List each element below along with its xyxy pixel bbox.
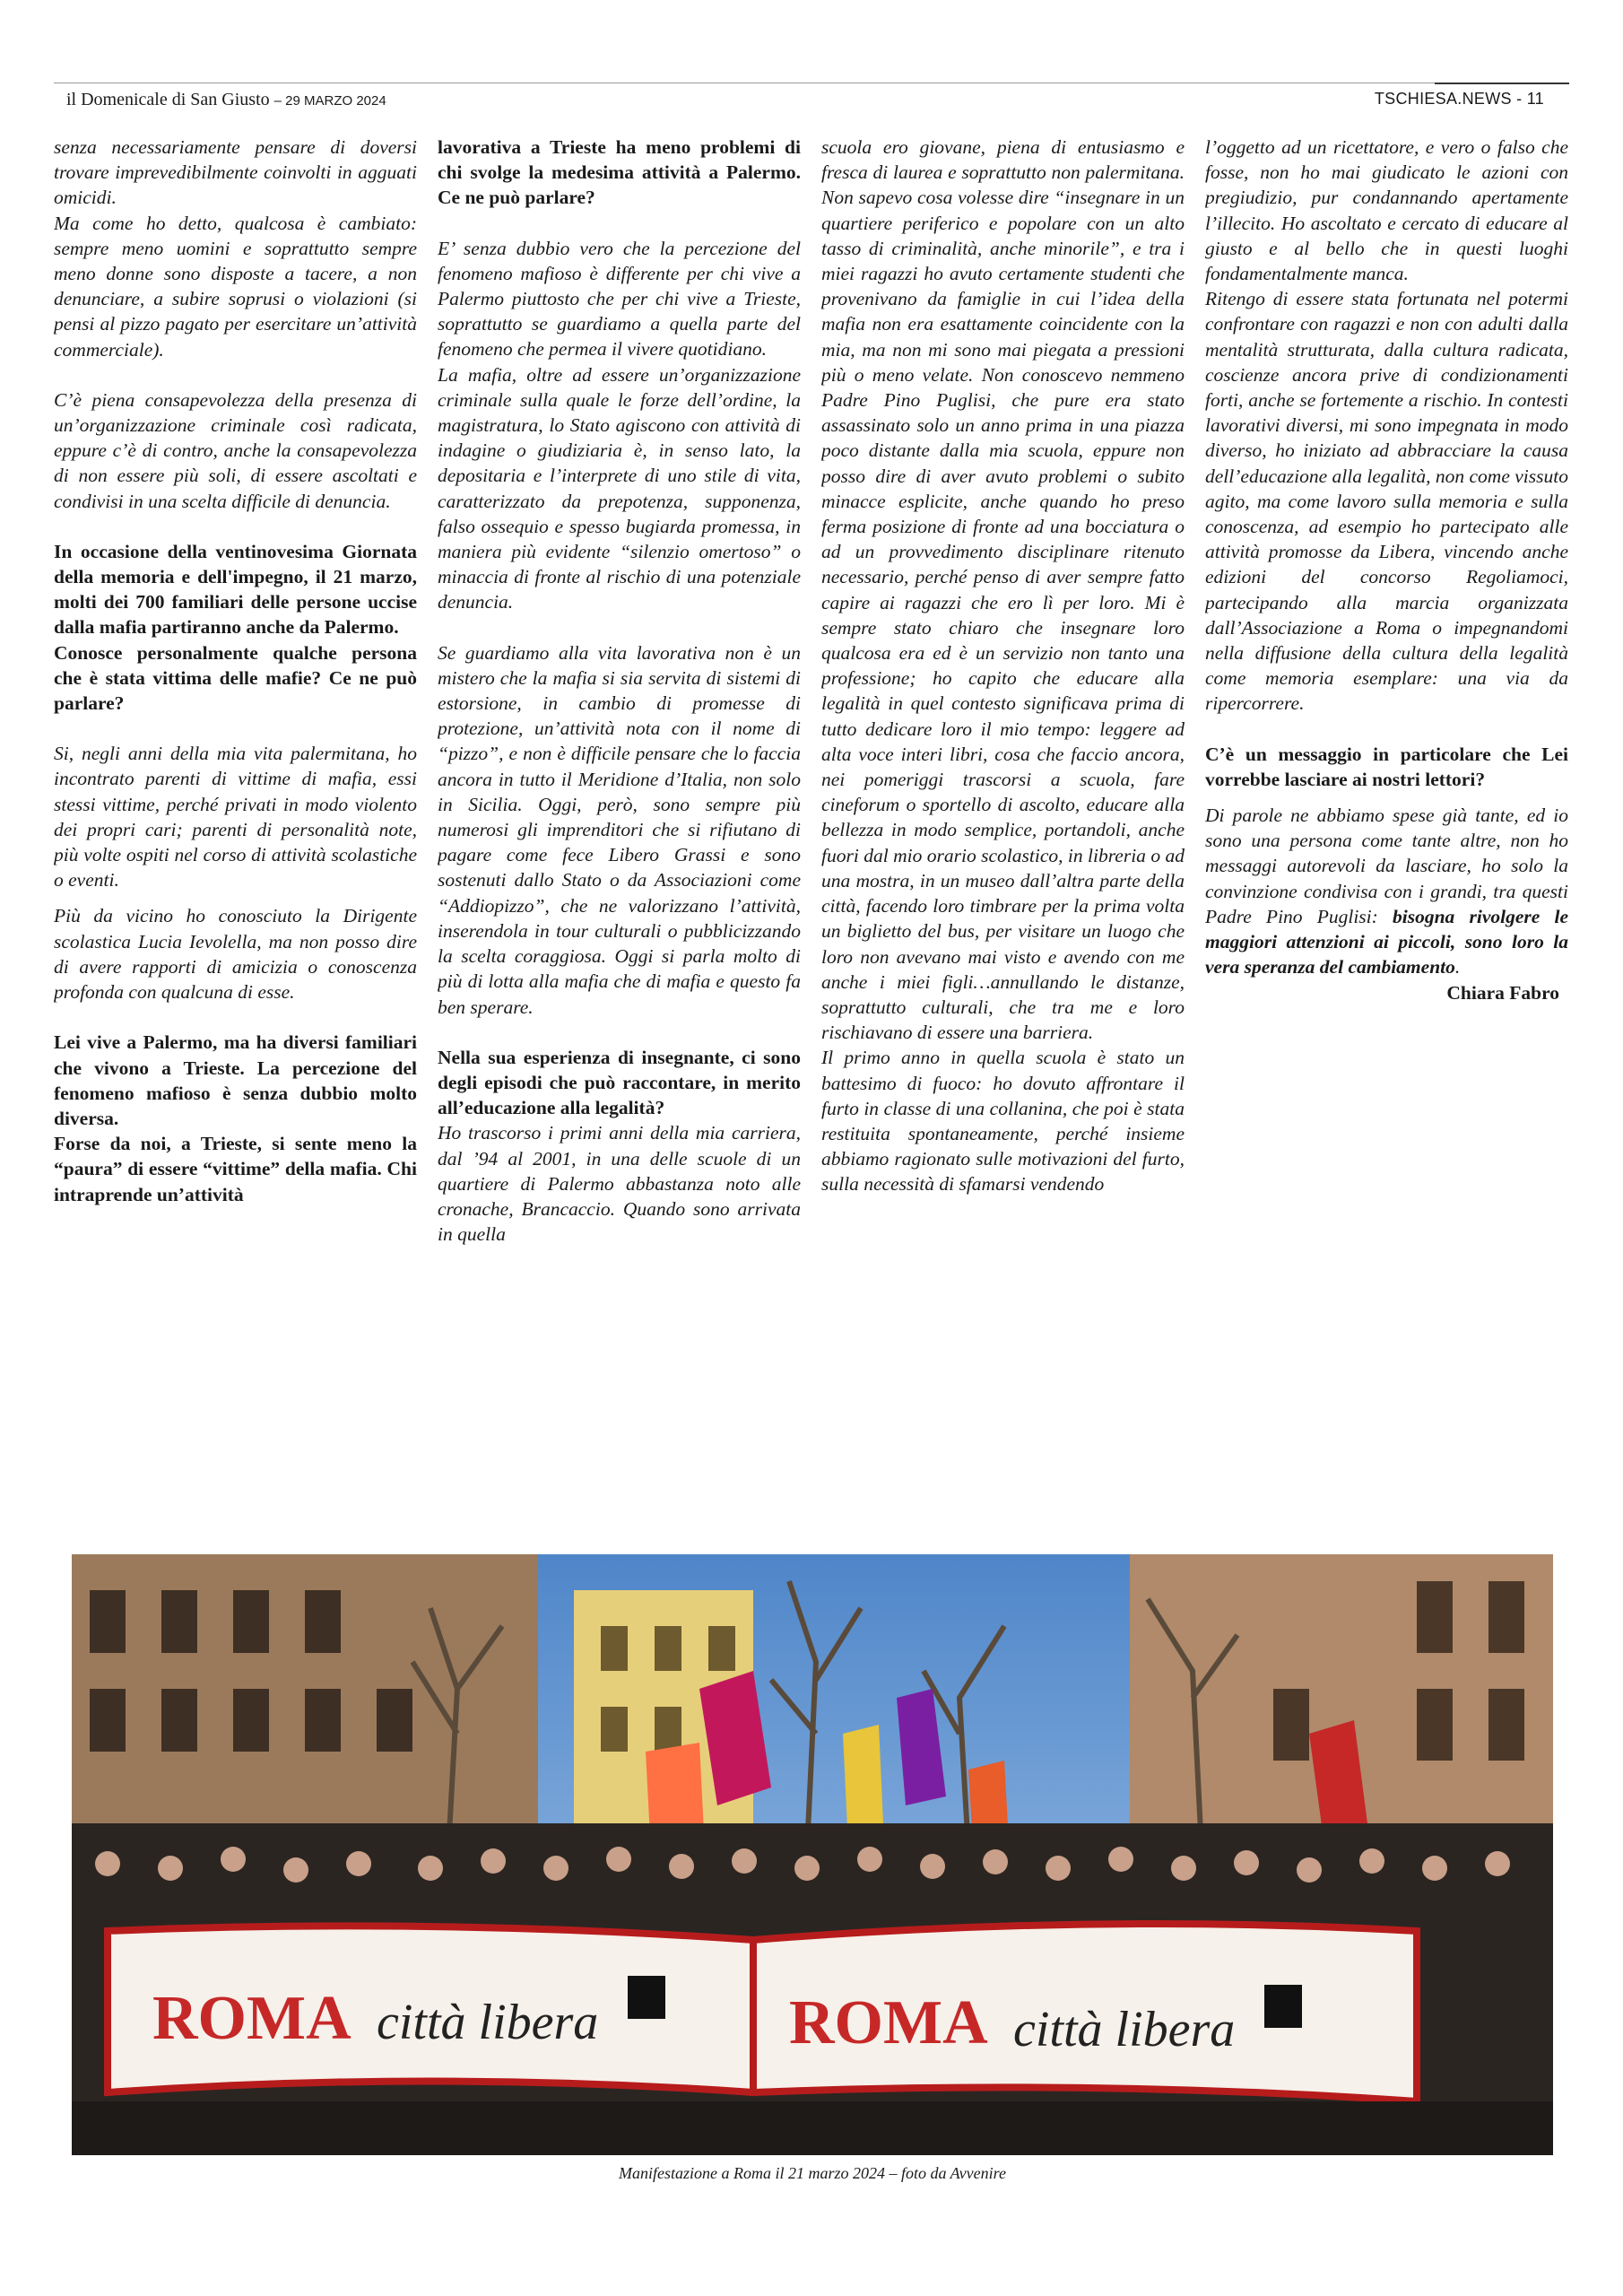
paragraph-text: C’è piena consapevolezza della presenza di un’organizzazione criminale così radicata, eppure c’è di contro, anche la consapevolezza di non essere più soli, di essere ascoltati e condivisi in una scelta difficile di denuncia. [54, 388, 417, 512]
answer-paragraph [438, 236, 801, 362]
paragraph-text: In occasione della ventinovesima Giornata della memoria e dell'impegno, il 21 marzo, molti dei 700 familiari delle persone uccise dalla mafia partiranno anche da Palermo. [54, 540, 417, 639]
article-column-3 [821, 135, 1185, 1444]
banner-logo-right [1264, 1985, 1302, 2028]
publication-name: il Domenicale di San Giusto [66, 90, 270, 109]
crowd-front [72, 2101, 1553, 2155]
answer-paragraph [438, 640, 801, 1020]
photo-caption: Manifestazione a Roma il 21 marzo 2024 – foto da Avvenire [619, 2164, 1006, 2182]
paragraph-text: Ritengo di essere stata fortunata nel potermi confrontare con ragazzi e non con adulti dalla mentalità strutturata, dalla cultura radicata, coscienze ancora prive di condizionamenti forti, anche se fortemente a rischio. In contesti lavorativi diversi, mi sono impegnata in modo diverso, ho iniziato ad abbracciare la causa dell’educazione alla legalità, non come vissuto agito, ma come lavoro sulla memoria e sulla conoscenza, ad esempio ho partecipato alle attività promosse da Libera, vincendo anche edizioni del concorso Regoliamoci, partecipando alla marcia organizzata dall’Associazione a Roma o impegnandomi nella diffusione della cultura della legalità come memoria esemplare: una via da ripercorrere. [1205, 288, 1568, 715]
paragraph-text: lavorativa a Trieste ha meno problemi di chi svolge la medesima attività a Palermo. Ce ne può parlare? [438, 136, 801, 209]
answer-paragraph [54, 211, 417, 362]
question-paragraph [54, 1030, 417, 1131]
paragraph-text: Forse da noi, a Trieste, si sente meno la “paura” di essere “vittime” della mafia. Chi intraprende un’attività [54, 1133, 417, 1205]
paragraph-text: Ho trascorso i primi anni della mia carriera, dal ’94 al 2001, in una delle scuole di un quartiere di Palermo abbastanza noto alle cronache, Brancaccio. Quando sono arrivata in quella [438, 1122, 801, 1246]
banner-left-roma: ROMA [152, 1984, 352, 2053]
answer-paragraph [438, 362, 801, 615]
paragraph-text: Si, negli anni della mia vita palermitana, ho incontrato parenti di vittime di mafia, essi stessi vittime, perché privati in modo violento dei propri cari; parenti di personalità note, più volte ospiti nel corso di attività scolastiche o eventi. [54, 743, 417, 891]
march-photo [72, 1554, 1553, 2155]
page-number: - 11 [1516, 90, 1544, 108]
article-column-1 [54, 135, 417, 1444]
answer-paragraph [438, 1120, 801, 1247]
page-header [54, 83, 1569, 111]
paragraph-end: . [1454, 956, 1461, 978]
article-column-2 [438, 135, 801, 1444]
author-signature: Chiara Fabro [1446, 981, 1559, 1004]
question-paragraph [54, 1131, 417, 1207]
header-publication [66, 90, 386, 110]
banner-left-citta: città libera [377, 1995, 599, 2050]
paragraph-text: Se guardiamo alla vita lavorativa non è un mistero che la mafia si sia servita di sistemi di estorsione, in cambio di promesse di protezione, un’attività nota con il nome di “pizzo”, e non è difficile pensare che lo faccia ancora in tutto il Meridione d’Italia, non solo in Sicilia. Oggi, però, sono sempre più numerosi gli imprenditori che si rifiutano di pagare come fece Libero Grassi e sono sostenuti dallo Stato o da Associazioni come “Addiopizzo”, che ne valorizzano l’attività, inserendola in tour culturali o pubblicizzando la scelta coraggiosa. Oggi si parla molto di più di lotta alla mafia che di mafia e questo fa ben sperare. [438, 641, 801, 1018]
answer-paragraph [1205, 135, 1568, 286]
question-paragraph [54, 539, 417, 640]
answer-paragraph [821, 1045, 1185, 1196]
site-name: TSCHIESA.NEWS [1374, 90, 1512, 108]
answer-paragraph [54, 741, 417, 892]
question-paragraph [438, 135, 801, 211]
question-paragraph [438, 1045, 801, 1121]
paragraph-text: Di parole ne abbiamo spese già tante, ed io sono una persona come tante altre, non ho messaggi autorevoli da lasciare, ho solo la convinzione condivisa con i grandi, tra questi Padre Pino Puglisi: [1205, 804, 1568, 927]
march-photo-illustration [72, 1554, 1553, 2155]
paragraph-text: Conosce personalmente qualche persona che è stata vittima delle mafie? Ce ne può parlare? [54, 641, 417, 715]
flag-yellow [843, 1725, 883, 1828]
paragraph-text: Il primo anno in quella scuola è stato un battesimo di fuoco: ho dovuto affrontare il furto in classe di una collanina, che poi è stata restituita spontaneamente, perché insieme abbiamo ragionato sulle motivazioni del furto, sulla necessità di sfamarsi vendendo [821, 1047, 1185, 1196]
header-site [1375, 90, 1544, 109]
answer-paragraph [54, 387, 417, 514]
paragraph-text: E’ senza dubbio vero che la percezione del fenomeno mafioso è differente per chi vive a Palermo piuttosto che per chi vive a Trieste, soprattutto se guardiamo a quella parte del fenomeno che permea il vivere quotidiano. [438, 237, 801, 361]
paragraph-text: Nella sua esperienza di insegnante, ci sono degli episodi che può raccontare, in merito all’educazione alla legalità? [438, 1046, 801, 1119]
question-paragraph [1205, 742, 1568, 792]
paragraph-text: Ma come ho detto, qualcosa è cambiato: sempre meno uomini e soprattutto sempre meno donne sono disposte a tacere, a non denunciare, a subire soprusi o violazioni (si pensi al pizzo pagato per esercitare un’attività commerciale). [54, 212, 417, 361]
question-paragraph [54, 640, 417, 717]
paragraph-text: scuola ero giovane, piena di entusiasmo e fresca di laurea e soprattutto non palermitana. Non sapevo cosa volesse dire “insegnare in un quartiere periferico e popolare con un alto tasso di criminalità, anche minorile”, e tra i miei ragazzi ho avuto certamente studenti che provenivano da famiglie in cui l’idea della mafia non era esattamente coincidente con la mia, ma non mi sono mai piegata a pressioni più o meno velate. Non conoscevo nemmeno Padre Pino Puglisi, che pure era stato assassinato solo un anno prima in una piazza poco distante dalla mia scuola, eppure non posso dire di aver avuto problemi o subito minacce esplicite, anche quando ho preso ferma posizione di fronte ad una bocciatura o ad un provvedimento disciplinare ritenuto necessario, perché penso di aver sempre fatto capire ai ragazzi che ero lì per loro. Mi è sempre stato chiaro che insegnare loro qualcosa era ed è un servizio non tanto una professione; ho capito che educare alla legalità in quel contesto significava prima di tutto dedicare loro il mio tempo: leggere ad alta voce interi libri, cosa che faccio ancora, nei pomeriggi trascorsi a scuola, fare cineforum o sportello di ascolto, educare alla bellezza in modo semplice, portandoli, anche fuori dal mio orario scolastico, in libreria o ad una mostra, in un museo dall’altra parte della città, facendo loro timbrare per la prima volta un biglietto del bus, per visitare un luogo che loro non avevano mai visto e avendo con me anche i miei figli…annullando le distanze, soprattutto culturali, che tra me e loro rischiavano di essere una barriera. [821, 136, 1185, 1044]
answer-paragraph [1205, 803, 1568, 979]
bold-quote: bisogna rivolgere le maggiori attenzioni ai piccoli, sono loro la vera speranza del cambiamento [1205, 905, 1568, 978]
issue-date: – 29 MARZO 2024 [273, 93, 386, 109]
paragraph-text: senza necessariamente pensare di doversi trovare imprevedibilmente coinvolti in agguati omicidi. [54, 136, 417, 209]
answer-paragraph [54, 903, 417, 1004]
answer-paragraph [54, 135, 417, 211]
banner-right-citta: città libera [1013, 2002, 1236, 2057]
paragraph-text: Lei vive a Palermo, ma ha diversi familiari che vivono a Trieste. La percezione del fenomeno mafioso è senza dubbio molto diversa. [54, 1031, 417, 1129]
answer-paragraph [1205, 286, 1568, 716]
article-column-4 [1205, 135, 1568, 1444]
banner-logo-left [628, 1976, 665, 2019]
header-rule-accent [1435, 83, 1569, 84]
paragraph-text: La mafia, oltre ad essere un’organizzazione criminale sulla quale le forze dell’ordine, la magistratura, lo Stato agiscono con attività di indagine o giudiziaria è, in senso lato, la depositaria e l’interprete di uno stile di vita, caratterizzato da prepotenza, supponenza, falso ossequio e spesso bugiarda promessa, in maniera più evidente “silenzio omertoso” o minaccia di fronte al rischio di una potenziale denuncia. [438, 363, 801, 613]
answer-paragraph [821, 135, 1185, 1045]
paragraph-text: Più da vicino ho conosciuto la Dirigente scolastica Lucia Ievolella, ma non posso dire di avere rapporti di amicizia o conoscenza profonda con qualcuna di esse. [54, 905, 417, 1004]
banner-right-roma: ROMA [789, 1988, 988, 2057]
flag-banner [646, 1743, 704, 1837]
paragraph-text: l’oggetto ad un ricettatore, e vero o falso che fosse, non ho mai giudicato le azioni con pregiudizio, pur condannando apertamente l’illecito. Ho ascoltato e cercato di educare al giusto e al bello che in questi luoghi fondamentalmente manca. [1205, 136, 1568, 285]
paragraph-text: C’è un messaggio in particolare che Lei vorrebbe lasciare ai nostri lettori? [1205, 743, 1568, 790]
